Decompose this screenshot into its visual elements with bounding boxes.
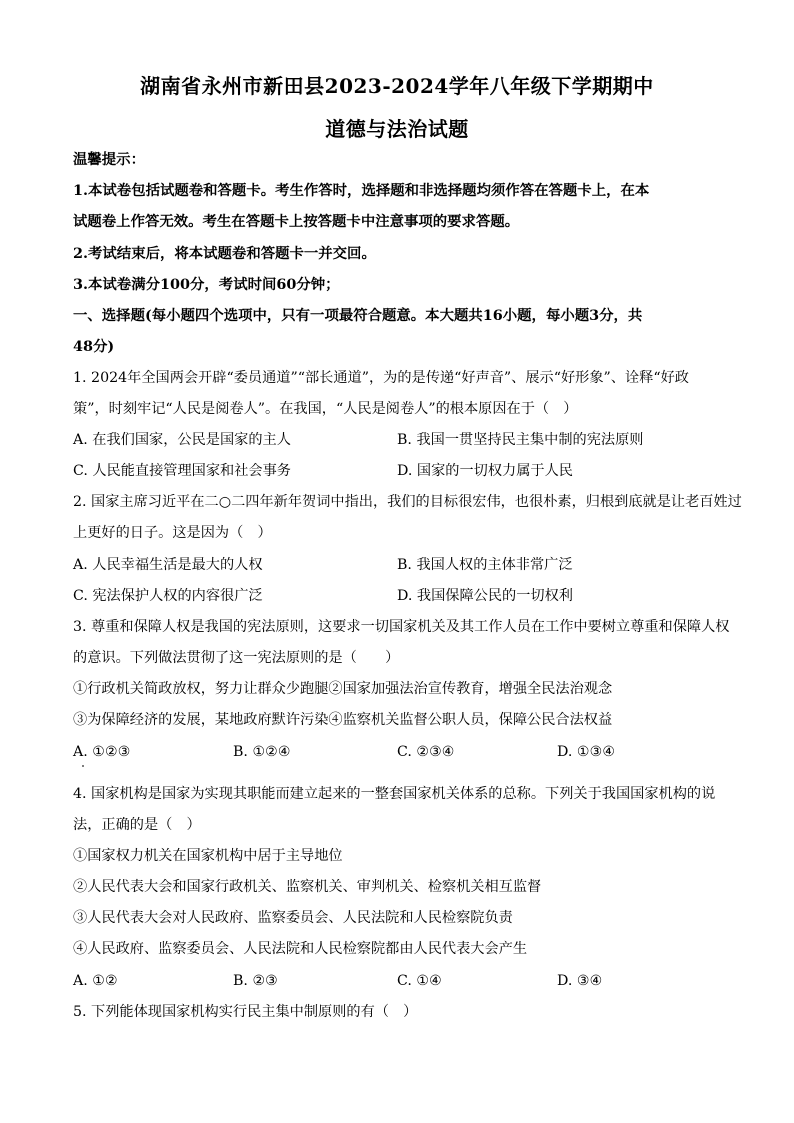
question-3-option-b: B. ①②④: [233, 744, 291, 760]
question-4-statement-2: ②人民代表大会和国家行政机关、监察机关、审判机关、检察机关相互监督: [73, 879, 542, 895]
question-5-stem: 5. 下列能体现国家机构实行民主集中制原则的有（ ）: [73, 1004, 418, 1020]
question-3-statements-2: ③为保障经济的发展，某地政府默许污染④监察机关监督公职人员，保障公民合法权益: [73, 712, 613, 728]
stray-dot: [82, 765, 84, 767]
question-3-option-c: C. ②③④: [397, 744, 455, 760]
exam-subtitle: 道德与法治试题: [325, 117, 469, 141]
question-1-option-c: C. 人民能直接管理国家和社会事务: [73, 463, 291, 479]
notice-item-1-cont: 试题卷上作答无效。考生在答题卡上按答题卡中注意事项的要求答题。: [73, 213, 520, 230]
question-1-option-d: D. 国家的一切权力属于人民: [397, 463, 573, 479]
question-2-option-b: B. 我国人权的主体非常广泛: [397, 557, 573, 573]
question-3-stem-cont: 的意识。下列做法贯彻了这一宪法原则的是（ ）: [73, 650, 400, 666]
question-4-option-b: B. ②③: [233, 973, 278, 989]
question-4-option-c: C. ①④: [397, 973, 442, 989]
question-4-option-a: A. ①②: [73, 973, 118, 989]
question-3-stem: 3. 尊重和保障人权是我国的宪法原则，这要求一切国家机关及其工作人员在工作中要树立尊重和保障人权: [73, 619, 730, 635]
question-1-stem-cont: 策”，时刻牢记“人民是阅卷人”。在我国，“人民是阅卷人”的根本原因在于（ ）: [73, 401, 578, 417]
question-4-stem: 4. 国家机构是国家为实现其职能而建立起来的一整套国家机关体系的总称。下列关于我国国家机构的说: [73, 786, 716, 802]
question-2-option-a: A. 人民幸福生活是最大的人权: [73, 557, 263, 573]
question-4-option-d: D. ③④: [557, 973, 603, 989]
question-2-option-d: D. 我国保障公民的一切权利: [397, 588, 573, 604]
notice-item-3: 3.本试卷满分100分，考试时间60分钟；: [73, 276, 340, 293]
section-heading: 一、选择题(每小题四个选项中，只有一项最符合题意。本大题共16小题，每小题3分，共: [73, 307, 643, 324]
exam-title: 湖南省永州市新田县2023-2024学年八年级下学期期中: [140, 74, 654, 98]
question-1-option-b: B. 我国一贯坚持民主集中制的宪法原则: [397, 432, 644, 448]
question-4-statement-1: ①国家权力机关在国家机构中居于主导地位: [73, 848, 343, 864]
question-2-stem: 2. 国家主席习近平在二○二四年新年贺词中指出，我们的目标很宏伟，也很朴素，归根到底就是让老百姓过: [73, 494, 742, 510]
question-4-statement-3: ③人民代表大会对人民政府、监察委员会、人民法院和人民检察院负责: [73, 910, 513, 926]
question-2-option-c: C. 宪法保护人权的内容很广泛: [73, 588, 263, 604]
notice-item-2: 2.考试结束后，将本试题卷和答题卡一并交回。: [73, 245, 376, 262]
question-4-stem-cont: 法，正确的是（ ）: [73, 817, 201, 833]
notice-label: 温馨提示：: [73, 151, 145, 168]
question-3-option-a: A. ①②③: [73, 744, 131, 760]
question-2-stem-cont: 上更好的日子。这是因为（ ）: [73, 525, 272, 541]
question-1-stem: 1. 2024年全国两会开辟“委员通道”“部长通道”，为的是传递“好声音”、展示“好形象”、诠释“好政: [73, 370, 689, 386]
question-3-option-d: D. ①③④: [557, 744, 616, 760]
notice-item-1: 1.本试卷包括试题卷和答题卡。考生作答时，选择题和非选择题均须作答在答题卡上，在本: [73, 182, 650, 199]
question-4-statement-4: ④人民政府、监察委员会、人民法院和人民检察院都由人民代表大会产生: [73, 941, 528, 957]
section-heading-cont: 48分): [73, 338, 115, 355]
question-3-statements-1: ①行政机关简政放权，努力让群众少跑腿②国家加强法治宣传教育，增强全民法治观念: [73, 681, 613, 697]
question-1-option-a: A. 在我们国家，公民是国家的主人: [73, 432, 291, 448]
